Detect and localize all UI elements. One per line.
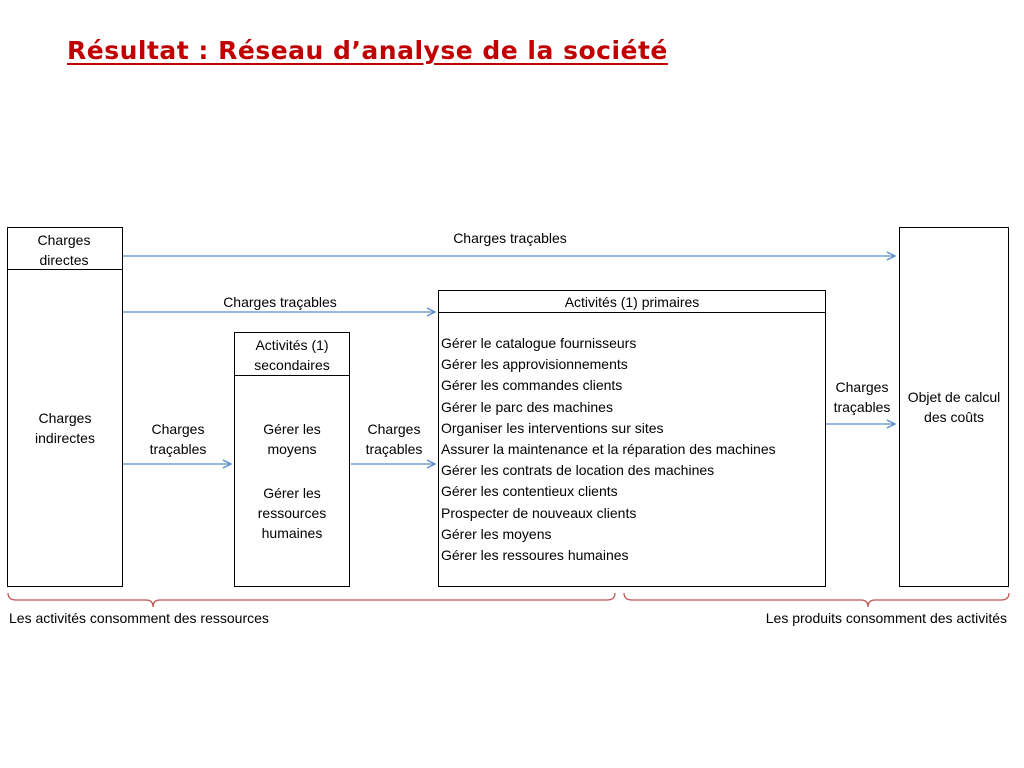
arrow-label-secondaires-to-primaires: Charges traçables (365, 421, 423, 457)
activite-primaire-item: Gérer les approvisionnements (441, 356, 628, 373)
arrow-label-top: Charges traçables (453, 230, 567, 246)
activite-primaire-item: Gérer le catalogue fournisseurs (441, 335, 637, 351)
objet-calcul-label: Objet de calcul des coûts (907, 389, 1001, 425)
activite-primaire-item: Prospecter de nouveaux clients (441, 504, 637, 521)
activite-primaire-item: Gérer les contentieux clients (441, 483, 618, 500)
arrow-label-primaires-to-objet: Charges traçables (833, 379, 891, 415)
activite-secondaire-item: Gérer les ressources humaines (257, 485, 327, 541)
activites-primaires-header: Activités (1) primaires (564, 294, 700, 310)
brace-left (8, 593, 615, 607)
arrow-label-to-secondaires: Charges traçables (149, 421, 207, 457)
charges-directes-label: Charges directes (37, 232, 91, 268)
activite-primaire-item: Gérer les moyens (441, 525, 552, 542)
activites-secondaires-header: Activités (1) secondaires (254, 337, 330, 373)
brace-left-label: Les activités consomment des ressources (9, 610, 269, 626)
activite-primaire-item: Gérer les ressoures humaines (441, 547, 629, 564)
activite-primaire-item: Gérer les commandes clients (441, 377, 623, 394)
brace-right-label: Les produits consomment des activités (765, 610, 1007, 626)
brace-right (624, 593, 1009, 607)
charges-indirectes-label: Charges indirectes (35, 410, 95, 446)
activite-primaire-item: Assurer la maintenance et la réparation des machines (441, 441, 776, 458)
activite-primaire-item: Gérer les contrats de location des machines (441, 462, 715, 479)
activite-secondaire-item: Gérer les moyens (263, 421, 321, 457)
arrow-label-to-primaires: Charges traçables (223, 294, 337, 310)
activite-primaire-item: Organiser les interventions sur sites (441, 419, 664, 436)
page-title: Résultat : Réseau d’analyse de la société (67, 36, 668, 65)
activite-primaire-item: Gérer le parc des machines (441, 398, 613, 415)
